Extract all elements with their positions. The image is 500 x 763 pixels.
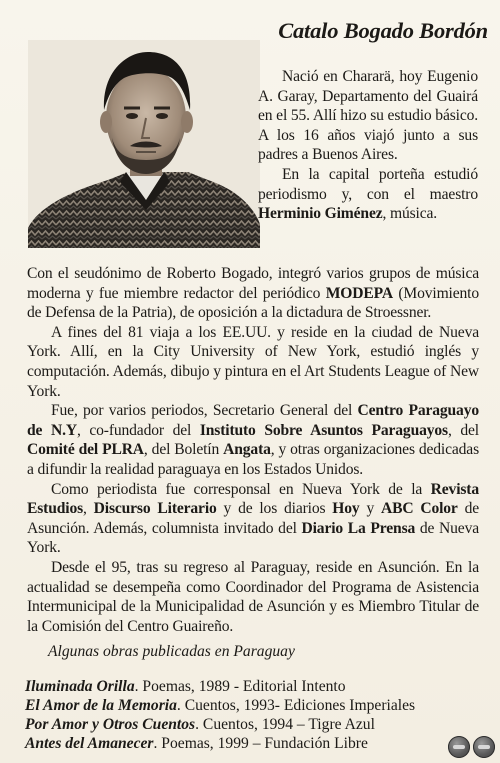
bio-studies-text: En la capital porteña estudió periodismo y, con el maestro bbox=[258, 165, 478, 203]
work-detail: . Poemas, 1989 - Editorial Intento bbox=[134, 678, 346, 695]
bio-paragraph-studies bbox=[258, 165, 478, 224]
org-comite-plra: Comité del PLRA bbox=[27, 441, 144, 459]
bio-paragraph-birth: Nació en Chararä, hoy Eugenio A. Garay, Departamento del Guairá en el 55. Allí hizo su estudio básico. A los 16 años viajó junto a sus padres a Buenos Aires. bbox=[258, 68, 478, 164]
bio-intro-column bbox=[258, 67, 478, 224]
bio-paragraph-usa: A fines del 81 viaja a los EE.UU. y reside en la ciudad de Nueva York. Allí, en la City University of New York, estudió inglés y computación. Además, dibujo y pintura en el Art Students League of New York. bbox=[27, 323, 479, 400]
org-text-g: , del Boletín bbox=[143, 441, 224, 459]
journalism-text-a: Como periodista fue corresponsal en Nueva York de la bbox=[51, 480, 431, 498]
journalism-text-e: y de los diarios bbox=[216, 500, 333, 518]
work-title: Antes del Amanecer bbox=[25, 735, 154, 752]
music-text-before: Con el seudónimo de Roberto Bogado, integró varios grupos de música moderna y fue miembre redactor del periódico bbox=[27, 265, 479, 302]
work-detail: . Cuentos, 1993- Ediciones Imperiales bbox=[176, 697, 416, 714]
org-text-i: , y otras organizaciones dedicadas a difundir la realidad paraguaya en los Estados Unidos. bbox=[27, 441, 479, 478]
diario-la-prensa: Diario La Prensa bbox=[301, 519, 416, 537]
bio-paragraph-return: Desde el 95, tras su regreso al Paraguay, reside en Asunción. En la actualidad se desempeña como Coordinador del Programa de Asistencia Intermunicipal de la Municipalidad de Asunción y es Miembro Titular de la Comisión del Centro Guaireño. bbox=[27, 558, 479, 635]
work-title: Por Amor y Otros Cuentos bbox=[25, 716, 196, 733]
abc-color: ABC Color bbox=[380, 500, 458, 518]
work-item bbox=[25, 696, 455, 715]
works-heading: Algunas obras publicadas en Paraguay bbox=[48, 643, 295, 660]
diario-hoy: Hoy bbox=[332, 500, 360, 518]
journalism-text-g: y bbox=[359, 500, 381, 518]
org-text-c: , co-fundador del bbox=[76, 421, 200, 439]
journalism-text-c: , bbox=[83, 500, 94, 518]
music-text-after: (Movimiento de Defensa de la Patria), de oposición a la dictadura de Stroessner. bbox=[27, 284, 479, 322]
maestro-tail: , música. bbox=[382, 205, 437, 223]
minus-circle-icon[interactable] bbox=[473, 736, 495, 758]
maestro-name: Herminio Giménez bbox=[258, 205, 383, 223]
modepa-name: MODEPA bbox=[325, 284, 393, 302]
work-detail: . Cuentos, 1994 – Tigre Azul bbox=[195, 716, 375, 733]
corner-controls bbox=[448, 736, 495, 758]
org-text-a: Fue, por varios periodos, Secretario General del bbox=[51, 402, 358, 420]
work-item bbox=[25, 677, 455, 696]
journalism-text-k: de Nueva York. bbox=[27, 519, 479, 557]
bio-paragraph-organizations bbox=[27, 401, 479, 479]
org-text-e: , del bbox=[447, 421, 479, 439]
work-item bbox=[25, 715, 455, 734]
minus-circle-icon[interactable] bbox=[448, 736, 470, 758]
org-centro-paraguayo: Centro Paraguayo de N.Y bbox=[27, 402, 479, 439]
bio-paragraph-journalism bbox=[27, 480, 479, 558]
author-portrait bbox=[28, 40, 260, 248]
works-list bbox=[25, 677, 455, 753]
work-item bbox=[25, 734, 455, 753]
org-instituto: Instituto Sobre Asuntos Paraguayos bbox=[199, 421, 448, 439]
org-angata: Angata bbox=[223, 441, 271, 459]
work-detail: . Poemas, 1999 – Fundación Libre bbox=[153, 735, 368, 752]
bio-paragraph-music bbox=[27, 264, 479, 323]
discurso-literario: Discurso Literario bbox=[93, 500, 217, 518]
work-title: El Amor de la Memoria bbox=[25, 697, 177, 714]
page-title: Catalo Bogado Bordón bbox=[278, 18, 488, 43]
work-title: Iluminada Orilla bbox=[25, 678, 135, 695]
bio-main-text bbox=[27, 264, 479, 636]
revista-estudios: Revista Estudios bbox=[27, 480, 479, 518]
journalism-text-i: de Asunción. Además, columnista invitado del bbox=[27, 500, 480, 537]
